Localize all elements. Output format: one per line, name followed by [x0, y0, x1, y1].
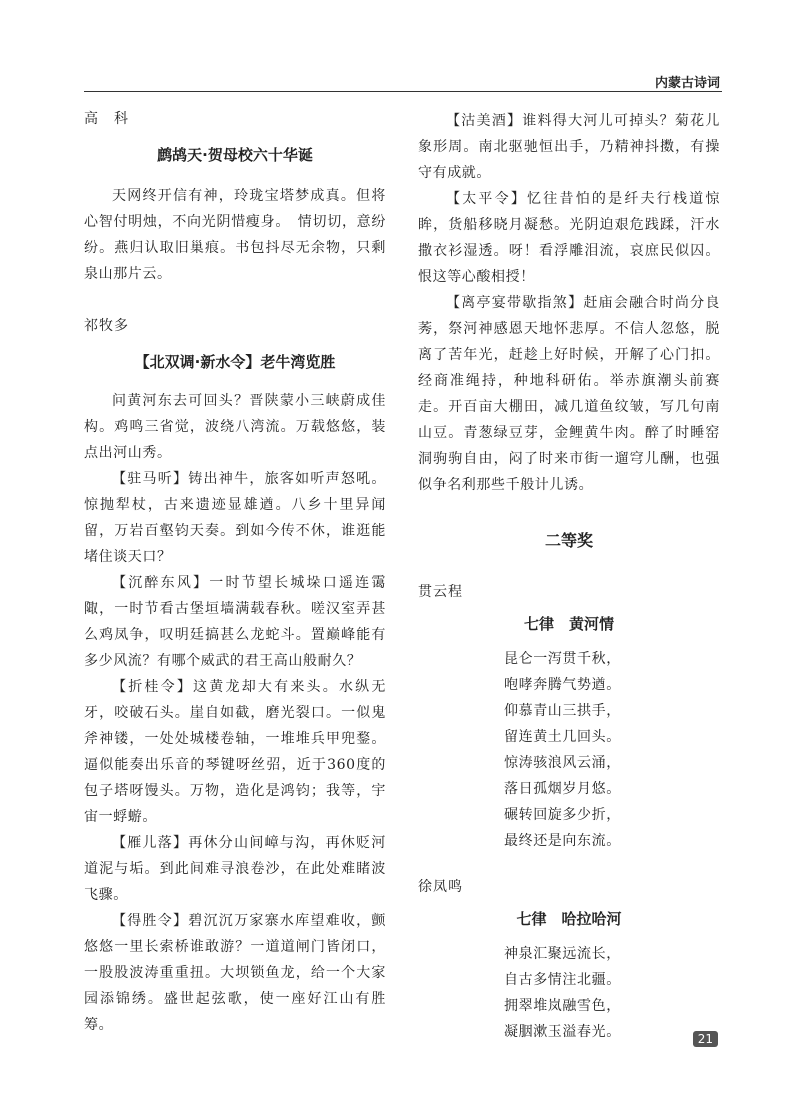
author-2: 祁牧多 [84, 318, 129, 334]
verse-line: 咆哮奔腾气势遒。 [504, 677, 621, 693]
verse-line: 落日孤烟岁月悠。 [504, 781, 621, 797]
verse-line: 神泉汇聚远流长， [504, 946, 621, 962]
verse-line: 留连黄土几回头。 [504, 729, 621, 745]
right-column [418, 108, 720, 1045]
page-number: 21 [693, 1031, 718, 1047]
verse-line: 碾转回旋多少折， [504, 807, 621, 823]
paragraph: 问黄河东去可回头？晋陕蒙小三峡蔚成佳构。鸡鸣三省觉，波绕八湾流。万载悠悠，装点出河山秀。 [84, 393, 386, 461]
verse-line: 凝胭漱玉溢春光。 [504, 1024, 621, 1040]
verse-line: 仰慕青山三拱手， [504, 703, 621, 719]
poem-title-3: 七律 黄河情 [523, 615, 614, 633]
poem-body-1: 天网终开信有神，玲珑宝塔梦成真。但将心智付明烛，不向光阴惜瘦身。 情切切，意纷纷。燕归认取旧巢痕。书包抖尽无余物，只剩泉山那片云。 [84, 188, 386, 282]
author-4: 徐凤鸣 [418, 879, 463, 895]
verse-line: 昆仑一泻贯千秋， [504, 651, 621, 667]
poem-body-4 [418, 941, 720, 1045]
author-3: 贯云程 [418, 584, 463, 600]
paragraph: 【折桂令】这黄龙却大有来头。水纵无牙，咬破石头。崖自如截，磨光裂口。一似鬼斧神镂，一处处城楼卷轴，一堆堆兵甲兜鍪。逼似能奏出乐音的琴键呀丝弨，近于360度的包子塔呀馒头。万物，造化是鸿钧；我等，宇宙一蜉蝣。 [84, 679, 386, 825]
verse-line: 惊涛骇浪风云涌， [504, 755, 621, 771]
verse-line: 自古多情注北疆。 [504, 972, 621, 988]
paragraph: 【太平令】忆往昔怕的是纤夫行栈道惊眸，货船移晓月凝愁。光阴迫艰危践蹂，汗水撒衣衫湿透。呀！看浮雕泪流，哀庶民似囚。恨这等心酸相授！ [418, 191, 720, 285]
verse-line: 拥翠堆岚融雪色， [504, 998, 621, 1014]
poem-body-3 [418, 646, 720, 854]
paragraph: 【驻马听】铸出神牛，旅客如听声怒吼。惊抛犁杖，古来遗迹显雄遒。八乡十里异闻留，万岩百壑钧天奏。到如今传不休，谁逛能堵住谈天口？ [84, 471, 386, 565]
poem-title-4: 七律 哈拉哈河 [516, 910, 622, 928]
poem-title-1: 鹧鸪天·贺母校六十华诞 [157, 146, 313, 164]
poem-title-2: 【北双调·新水令】老牛湾览胜 [134, 353, 336, 371]
paragraph: 【得胜令】碧沉沉万家寨水库望难收，颤悠悠一里长索桥谁敢游？一道道闸门皆闭口，一股股波涛重重扭。大坝锁鱼龙，给一个大家园添锦绣。盛世起弦歌，使一座好江山有胜筹。 [84, 913, 386, 1033]
paragraph: 【沉醉东风】一时节望长城垛口遥连霭陬，一时节看古堡垣墙满载春秋。嗟汉室弄甚么鸡凤争，叹明廷搞甚么龙蛇斗。置巅峰能有多少风流？有哪个威武的君王高山般耐久？ [84, 575, 386, 669]
poem-body-2 [84, 388, 386, 1038]
verse-line: 最终还是向东流。 [504, 833, 621, 849]
header-rule [84, 91, 722, 92]
paragraph: 【雁儿落】再休分山间嶂与沟，再休贬河道泥与垢。到此间难寻浪卷沙，在此处难睹波飞骤。 [84, 835, 386, 903]
journal-title: 内蒙古诗词 [654, 76, 720, 91]
paragraph: 【沽美酒】谁料得大河儿可掉头？菊花儿象形周。南北驱驰恒出手，乃精神抖擞，有操守有成就。 [418, 113, 720, 181]
paragraph: 【离亭宴带歇指煞】赶庙会融合时尚分良莠，祭河神感恩天地怀悲厚。不信人忽悠，脱离了苦年光，赶趁上好时候，开解了心门扣。经商准绳持，种地科研佑。举赤旗潮头前赛走。开百亩大棚田，减几道鱼纹皱，写几句南山豆。青葱绿豆芽，金鲤黄牛肉。醉了时睡窑洞驹驹自由，闷了时来市街一遛穹儿酬，也强似争名利那些千般计儿诱。 [418, 295, 720, 493]
left-column [84, 108, 386, 1038]
author-1: 高 科 [84, 111, 129, 127]
prize-heading: 二等奖 [544, 531, 593, 550]
